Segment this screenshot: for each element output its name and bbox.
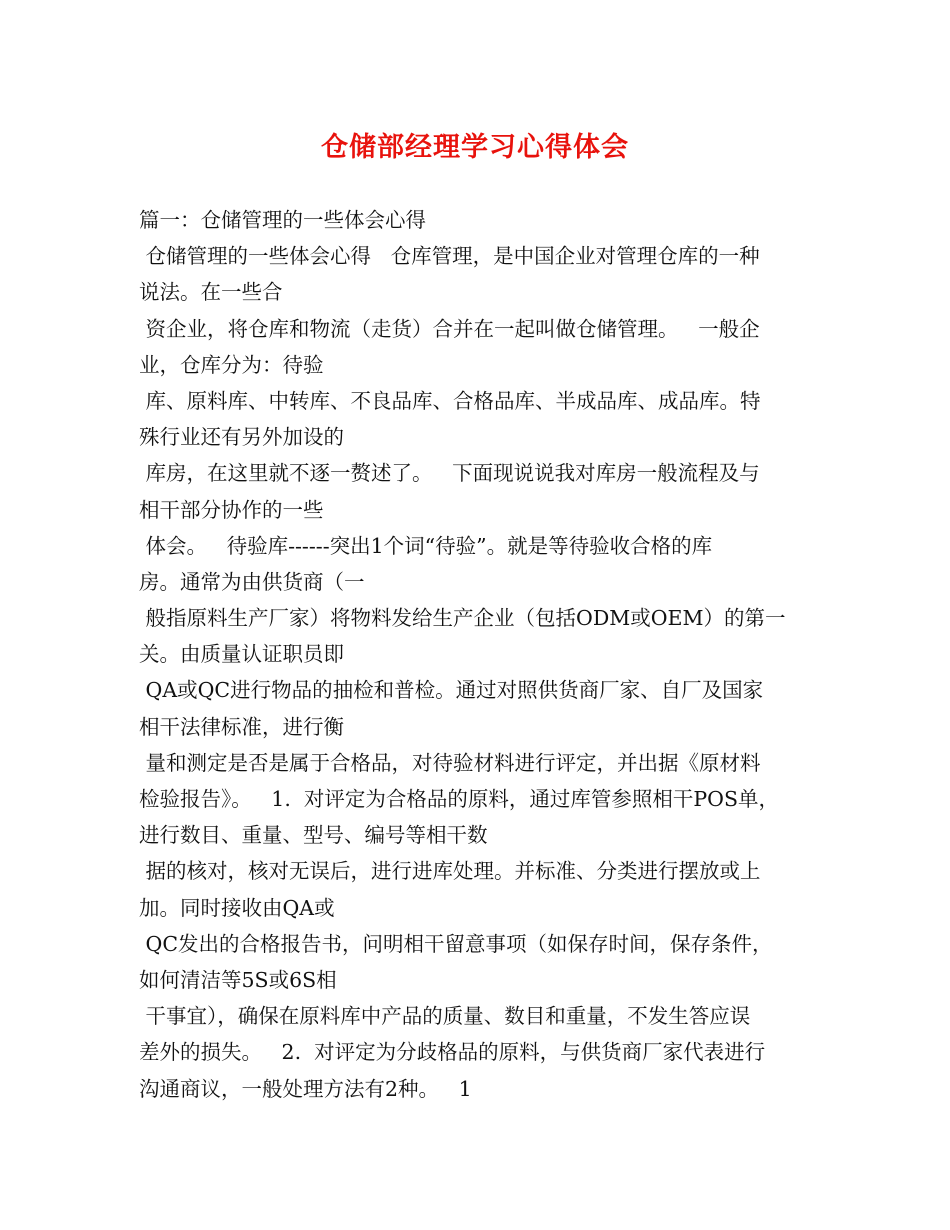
body-line: 仓储管理的一些体会心得 仓库管理，是中国企业对管理仓库的一种 — [139, 244, 760, 269]
body-line: 进行数目、重量、型号、编号等相干数 — [139, 823, 488, 848]
body-line: 沟通商议，一般处理方法有2种。 1 — [139, 1076, 472, 1101]
body-line: 房。通常为由供货商（一 — [139, 569, 365, 594]
body-line: 篇一：仓储管理的一些体会心得 — [139, 208, 426, 232]
body-line: 库、原料库、中转库、不良品库、合格品库、半成品库、成品库。特 — [139, 388, 761, 413]
document-title: 仓储部经理学习心得体会 — [321, 132, 629, 163]
body-line: 业，仓库分为：待验 — [139, 352, 324, 377]
body-line: 说法。在一些合 — [139, 280, 283, 305]
body-line: 量和测定是否是属于合格品，对待验材料进行评定，并出据《原材料 — [139, 750, 761, 775]
body-line: 库房，在这里就不逐一赘述了。 下面现说说我对库房一般流程及与 — [139, 461, 760, 486]
body-line: 相干部分协作的一些 — [139, 497, 324, 522]
body-line: 相干法律标准，进行衡 — [139, 714, 344, 739]
body-line: 检验报告》。 1. 对评定为合格品的原料，通过库管参照相干POS单， — [139, 787, 780, 811]
body-line: 差外的损失。 2. 对评定为分歧格品的原料，与供货商厂家代表进行 — [139, 1040, 766, 1065]
document-body — [139, 202, 819, 1107]
body-line: 体会。 待验库------突出1个词“待验”。就是等待验收合格的库 — [139, 533, 713, 558]
body-line: 据的核对，核对无误后，进行进库处理。并标准、分类进行摆放或上 — [139, 859, 761, 884]
body-line: 加。同时接收由QA或 — [139, 895, 335, 920]
body-line: 般指原料生产厂家）将物料发给生产企业（包括ODM或OEM）的第一 — [139, 606, 786, 631]
body-line: QA或QC进行物品的抽检和普检。通过对照供货商厂家、自厂及国家 — [139, 678, 764, 703]
body-line: 资企业，将仓库和物流（走货）合并在一起叫做仓储管理。 一般企 — [139, 316, 760, 341]
body-line: 殊行业还有另外加设的 — [139, 425, 344, 450]
body-line: 如何清洁等5S或6S相 — [139, 967, 337, 992]
body-line: QC发出的合格报告书，问明相干留意事项（如保存时间，保存条件， — [139, 931, 773, 956]
body-line: 干事宜），确保在原料库中产品的质量、数目和重量，不发生答应误 — [139, 1004, 751, 1029]
body-line: 关。由质量认证职员即 — [139, 642, 344, 667]
